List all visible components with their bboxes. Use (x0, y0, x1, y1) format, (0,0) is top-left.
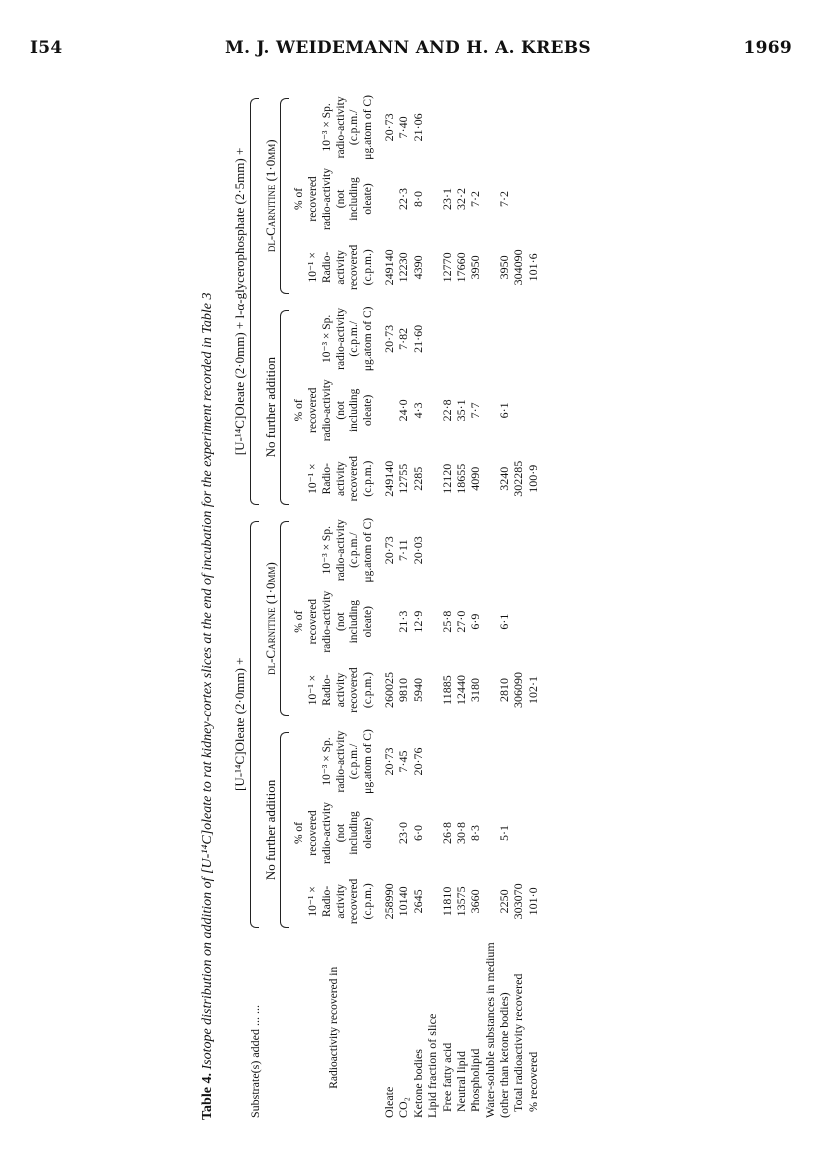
table-cell: 3950 (468, 255, 483, 280)
table-cell (511, 799, 525, 867)
column-header: 10⁻¹ × Radio-activity recovered (c.p.m.) (306, 878, 375, 925)
row-label: Water-soluble substances in medium (other than ketone bodies) (482, 942, 512, 1118)
table-cell (425, 90, 439, 165)
table-cell (425, 445, 439, 513)
table-row (483, 90, 512, 1120)
table-cell: 304090 (511, 249, 526, 286)
table-cell: 7·7 (468, 402, 483, 419)
table-cell (526, 376, 540, 444)
table-cell (511, 587, 525, 655)
table-cell (382, 587, 396, 655)
table-cell: 7·2 (468, 190, 483, 207)
column-header: 10⁻³ × Sp. radio-activity (c.p.m./ μg.atom of C) (320, 517, 375, 583)
table-cell: 12755 (396, 463, 411, 494)
table-cell: 302285 (511, 460, 526, 497)
column-header: 10⁻³ × Sp. radio-activity (c.p.m./ μg.atom of C) (320, 729, 375, 794)
row-label: CO₂ (396, 1097, 411, 1118)
substrate-group-header: [U-¹⁴C]Oleate (2·0mm) + (232, 513, 263, 936)
table-cell: 12120 (439, 463, 454, 494)
column-header: 10⁻¹ × Radio-activity recovered (c.p.m.) (306, 456, 375, 502)
table-caption-text: Isotope distribution on addition of [U-¹⁴C]oleate to rat kidney-cortex slices at the end of incubation for the experiment recorded in Table 3 (200, 292, 215, 1070)
addition-group-header: No further addition (263, 724, 294, 935)
table-cell: 12770 (439, 252, 454, 283)
table-cell: 20·73 (381, 113, 396, 142)
table-cell: 21·3 (396, 610, 411, 633)
column-header: 10⁻¹ × Radio-activity recovered (c.p.m.) (306, 244, 375, 291)
table-row (526, 90, 540, 1120)
table-cell (454, 90, 468, 165)
row-label: Lipid fraction of slice (425, 1013, 440, 1118)
table-cell: 30·8 (453, 822, 468, 845)
table-cell: 8·0 (410, 190, 425, 207)
table-cell: 32·2 (453, 187, 468, 210)
column-header: % of recovered radio-activity (not including oleate) (293, 379, 375, 442)
table-cell (483, 90, 512, 165)
row-label: Oleate (381, 1086, 396, 1118)
table-cell: 22·8 (439, 399, 454, 422)
table-cell: 6·9 (468, 613, 483, 630)
table-cell (425, 656, 439, 724)
table-cell: 260025 (381, 672, 396, 709)
table-cell: 7·40 (396, 116, 411, 139)
table-cell (425, 376, 439, 444)
addition-group-header: dl-Carnitine (1·0mm) (263, 90, 294, 302)
table-cell: 18655 (453, 463, 468, 494)
table-cell (425, 799, 439, 867)
table-cell: 23·1 (439, 187, 454, 210)
row-label: Neutral lipid (453, 1051, 468, 1112)
table-cell (511, 513, 525, 588)
table-cell (526, 302, 540, 377)
table-cell: 26·8 (439, 822, 454, 845)
table-cell: 23·0 (396, 822, 411, 845)
table-cell: 303070 (511, 883, 526, 920)
table-cell: 258990 (381, 883, 396, 920)
table-cell (526, 799, 540, 867)
table-cell (425, 867, 439, 935)
table-cell (425, 302, 439, 377)
table-label: Table 4. (200, 1073, 215, 1120)
substrates-label: Substrate(s) added ... ... (248, 1005, 263, 1118)
recovered-in-header: Radioactivity recovered in (327, 966, 340, 1089)
table-cell: 20·03 (410, 536, 425, 565)
table-cell: 101·6 (525, 253, 540, 282)
column-header: 10⁻³ × Sp. radio-activity (c.p.m./ μg.atom of C) (320, 95, 375, 160)
table-cell: 12·9 (410, 610, 425, 633)
isotope-distribution-table (232, 90, 540, 1120)
table-cell (454, 302, 468, 377)
table-cell: 6·1 (497, 613, 512, 630)
table-cell: 20·73 (381, 324, 396, 353)
page-number: I54 (30, 38, 63, 58)
table-cell (425, 513, 439, 588)
addition-group-header: dl-Carnitine (1·0mm) (263, 513, 294, 724)
table-cell: 5·1 (497, 825, 512, 842)
table-cell (468, 90, 482, 165)
table-cell: 17660 (453, 252, 468, 283)
row-label: % recovered (525, 1051, 540, 1112)
table-cell: 12440 (453, 675, 468, 706)
table-cell: 10140 (396, 886, 411, 917)
row-label: Phospholipid (468, 1048, 483, 1112)
row-label: Free fatty acid (439, 1042, 454, 1112)
table-cell (511, 376, 525, 444)
table-cell: 7·2 (497, 190, 512, 207)
table-cell: 4·3 (410, 402, 425, 419)
table-cell: 6·1 (497, 402, 512, 419)
row-label: Total radioactivity recovered (511, 973, 526, 1112)
table-cell (526, 165, 540, 233)
table-cell (511, 724, 525, 799)
table-cell: 24·0 (396, 399, 411, 422)
table-row (382, 90, 396, 1120)
table-cell (382, 799, 396, 867)
table-cell: 20·76 (410, 747, 425, 776)
table-cell (468, 302, 482, 377)
table-cell: 306090 (511, 672, 526, 709)
table-cell: 3660 (468, 889, 483, 914)
table-cell: 11810 (439, 886, 454, 917)
table-row (454, 90, 468, 1120)
table-cell: 21·06 (410, 113, 425, 142)
table-caption (200, 90, 217, 1120)
column-header: % of recovered radio-activity (not including oleate) (293, 590, 375, 653)
table-row (411, 90, 425, 1120)
table-cell (526, 724, 540, 799)
table-row (396, 90, 410, 1120)
table-cell: 27·0 (453, 610, 468, 633)
column-header: 10⁻¹ × Radio-activity recovered (c.p.m.) (306, 667, 375, 713)
table-cell: 7·82 (396, 327, 411, 350)
table-cell (440, 724, 454, 799)
table-cell: 102·1 (525, 676, 540, 705)
table-cell: 21·60 (410, 324, 425, 353)
table-cell (425, 165, 439, 233)
table-cell (440, 90, 454, 165)
table-cell (511, 165, 525, 233)
table-cell: 3240 (497, 466, 512, 491)
table-cell: 249140 (381, 249, 396, 286)
table-cell: 13575 (453, 886, 468, 917)
table-cell (511, 302, 525, 377)
table-cell (382, 165, 396, 233)
table-cell: 11885 (439, 675, 454, 705)
table-cell: 7·11 (396, 539, 411, 561)
table-cell: 4390 (410, 255, 425, 280)
table-row (468, 90, 482, 1120)
table-cell (526, 587, 540, 655)
table-cell (425, 724, 439, 799)
table-cell (483, 513, 512, 588)
addition-group-header: No further addition (263, 302, 294, 513)
table-cell: 8·3 (468, 825, 483, 842)
table-cell: 2250 (497, 889, 512, 914)
table-cell: 6·0 (410, 825, 425, 842)
table-cell: 7·45 (396, 750, 411, 773)
table-cell (454, 513, 468, 588)
table-cell (511, 90, 525, 165)
table-cell (440, 513, 454, 588)
running-title: M. J. WEIDEMANN AND H. A. KREBS (224, 38, 592, 58)
table-cell: 12230 (396, 252, 411, 283)
table-row (425, 90, 439, 1120)
table-cell: 25·8 (439, 610, 454, 633)
table-row (511, 90, 525, 1120)
table-cell: 20·73 (381, 747, 396, 776)
table-cell (526, 90, 540, 165)
table-cell: 2285 (410, 466, 425, 491)
table-cell: 3180 (468, 678, 483, 703)
table-cell (468, 724, 482, 799)
table-cell (382, 376, 396, 444)
table-cell (425, 587, 439, 655)
row-label: Ketone bodies (410, 1049, 425, 1118)
rotated-table-block (200, 90, 810, 1120)
table-cell (468, 513, 482, 588)
table-cell (483, 724, 512, 799)
table-cell: 2645 (410, 889, 425, 914)
table-cell: 5940 (410, 678, 425, 703)
table-cell: 100·9 (525, 464, 540, 493)
table-cell (425, 233, 439, 301)
table-cell (526, 513, 540, 588)
table-cell: 35·1 (453, 399, 468, 422)
table-cell (454, 724, 468, 799)
table-cell: 3950 (497, 255, 512, 280)
table-cell: 101·0 (525, 887, 540, 916)
column-header: % of recovered radio-activity (not including oleate) (293, 802, 375, 864)
table-cell (440, 302, 454, 377)
column-header: 10⁻³ × Sp. radio-activity (c.p.m./ μg.atom of C) (320, 306, 375, 372)
column-header: % of recovered radio-activity (not including oleate) (293, 168, 375, 230)
table-cell: 9810 (396, 678, 411, 703)
table-cell: 22·3 (396, 187, 411, 210)
table-cell: 249140 (381, 460, 396, 497)
table-cell: 4090 (468, 466, 483, 491)
table-row (440, 90, 454, 1120)
table-cell: 2810 (497, 678, 512, 703)
substrate-group-header: [U-¹⁴C]Oleate (2·0mm) + l-α-glycerophosphate (2·5mm) + (232, 90, 263, 513)
table-cell: 20·73 (381, 536, 396, 565)
running-head (0, 38, 816, 66)
table-cell (483, 302, 512, 377)
journal-year: 1969 (743, 38, 792, 58)
